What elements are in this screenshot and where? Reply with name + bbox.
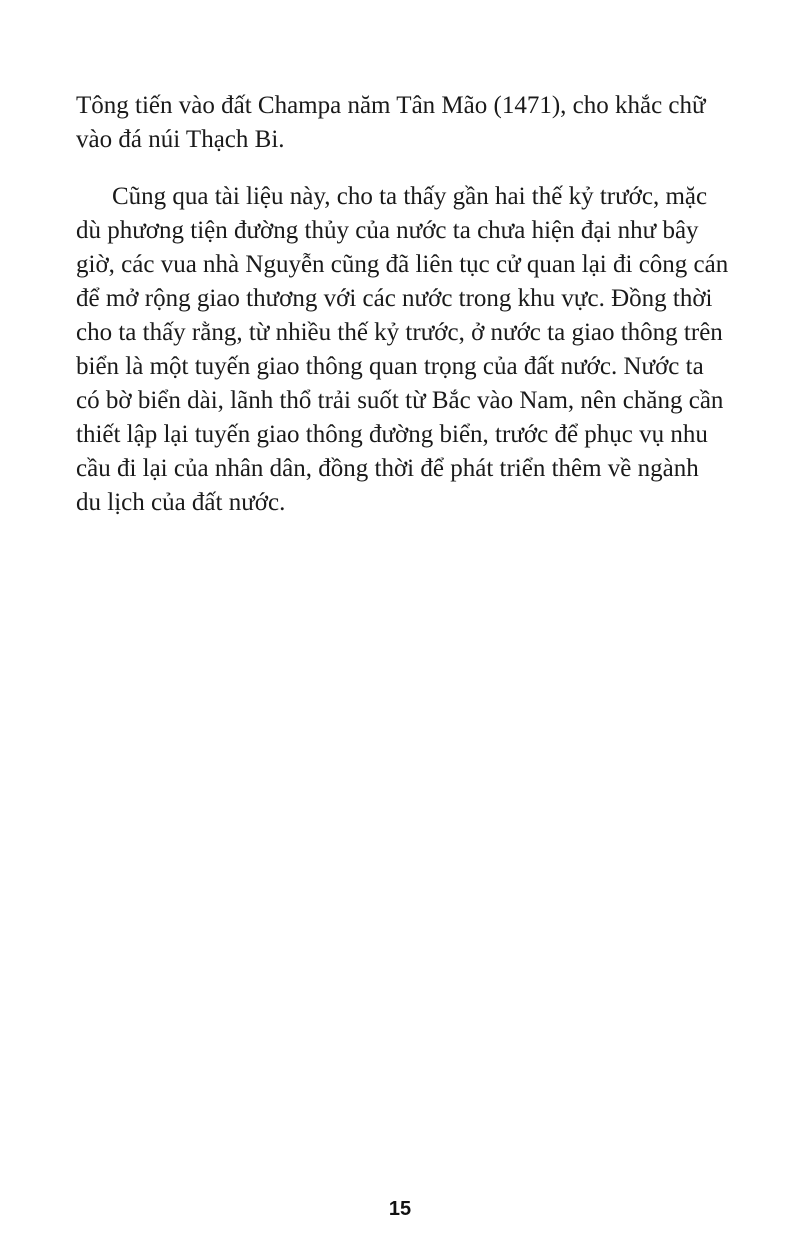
paragraph-2 [76,180,729,520]
text-line: vào đá núi Thạch Bi. [76,126,285,153]
body-text [76,89,729,520]
text-line: có bờ biển dài, lãnh thổ trải suốt từ Bắc vào Nam, nên chăng cần [76,387,724,414]
text-line: thiết lập lại tuyến giao thông đường biển, trước để phục vụ nhu [76,421,708,448]
text-line: giờ, các vua nhà Nguyễn cũng đã liên tục cử quan lại đi công cán [76,251,729,278]
text-line: dù phương tiện đường thủy của nước ta chưa hiện đại như bây [76,217,699,244]
paragraph-1 [76,89,726,157]
text-line: cho ta thấy rằng, từ nhiều thế kỷ trước, ở nước ta giao thông trên [76,319,723,346]
text-line: du lịch của đất nước. [76,489,286,516]
page-number: 15 [388,1198,412,1220]
text-line: Tông tiến vào đất Champa năm Tân Mão (1471), cho khắc chữ [76,92,706,119]
text-line: Cũng qua tài liệu này, cho ta thấy gần hai thế kỷ trước, mặc [112,183,708,210]
text-line: cầu đi lại của nhân dân, đồng thời để phát triển thêm về ngành [76,455,699,482]
paragraph-gap [76,157,726,180]
text-line: để mở rộng giao thương với các nước trong khu vực. Đồng thời [76,285,713,312]
text-line: biển là một tuyến giao thông quan trọng của đất nước. Nước ta [76,353,704,380]
